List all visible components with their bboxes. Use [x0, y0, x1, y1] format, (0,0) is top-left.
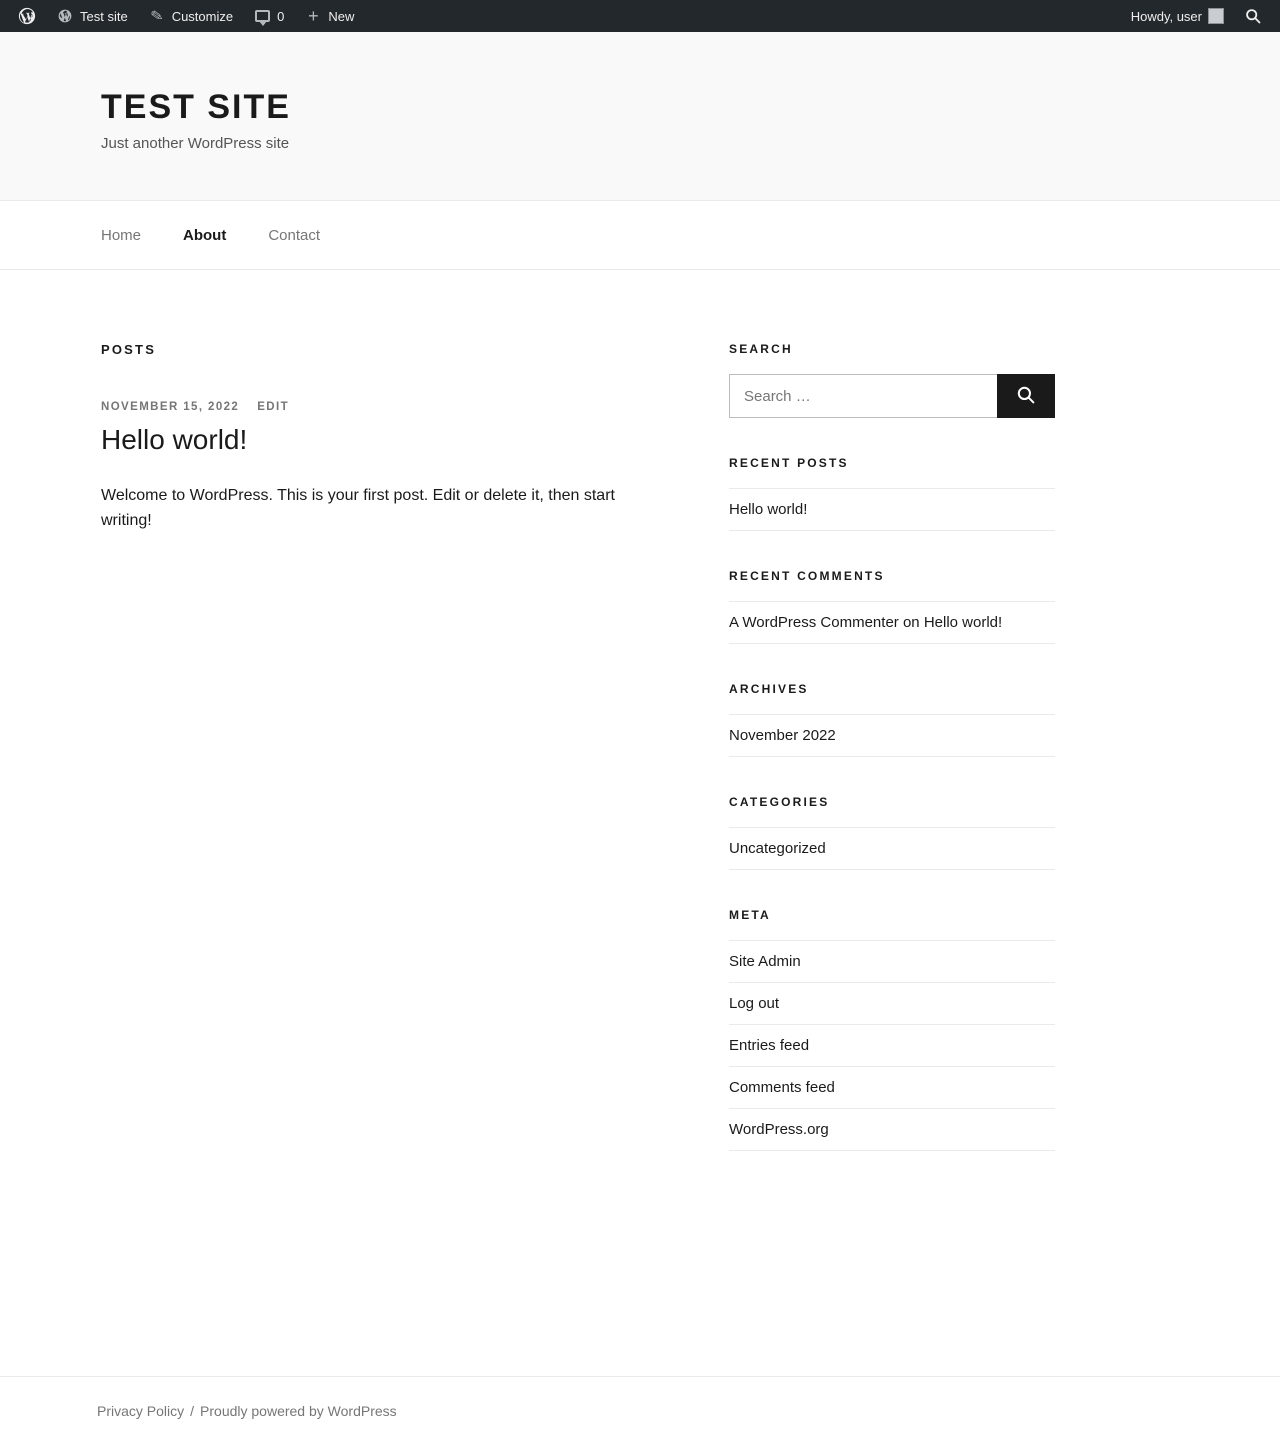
admin-bar-customize-label: Customize — [171, 8, 234, 24]
wordpress-logo-button[interactable] — [8, 0, 46, 32]
recent-post-link[interactable]: Hello world! — [729, 501, 808, 518]
admin-bar-site-name-label: Test site — [80, 8, 128, 24]
widget-categories — [729, 795, 1055, 870]
site-description: Just another WordPress site — [101, 135, 290, 152]
footer-separator: / — [190, 1403, 195, 1419]
site-title[interactable]: TEST SITE — [101, 88, 291, 126]
widget-archives-title: ARCHIVES — [729, 682, 809, 696]
search-icon — [1016, 385, 1036, 408]
footer-wordpress-credit-link[interactable]: Proudly powered by WordPress — [200, 1403, 397, 1419]
site-header — [0, 32, 1280, 201]
categories-list — [729, 827, 1055, 870]
post-title[interactable]: Hello world! — [101, 424, 248, 455]
post-article — [101, 401, 681, 534]
meta-link-site-admin[interactable]: Site Admin — [729, 953, 801, 970]
list-item — [729, 1025, 1055, 1067]
widget-meta — [729, 908, 1055, 1151]
post-meta — [101, 401, 681, 413]
meta-link-wordpress-org[interactable]: WordPress.org — [729, 1121, 829, 1138]
list-item — [729, 1067, 1055, 1109]
list-item — [729, 1109, 1055, 1151]
nav-item-about[interactable]: About — [183, 226, 227, 244]
admin-bar-new-label: New — [328, 8, 355, 24]
widget-recent-posts-title: RECENT POSTS — [729, 456, 849, 470]
footer-privacy-policy-link[interactable]: Privacy Policy — [97, 1403, 185, 1419]
widget-categories-title: CATEGORIES — [729, 795, 830, 809]
avatar — [1208, 8, 1224, 24]
posts-section-heading: POSTS — [101, 342, 157, 357]
list-item — [729, 714, 1055, 757]
recent-posts-list — [729, 488, 1055, 531]
plus-icon: + — [308, 6, 319, 26]
wordpress-logo-icon — [18, 7, 36, 25]
widget-archives — [729, 682, 1055, 757]
nav-item-home[interactable]: Home — [101, 226, 142, 244]
comment-connector: on — [898, 614, 924, 631]
search-form — [729, 374, 1055, 418]
primary-navigation — [0, 201, 1280, 270]
archives-list — [729, 714, 1055, 757]
post-body-text: Welcome to WordPress. This is your first post. Edit or delete it, then start writing! — [101, 486, 615, 530]
admin-bar-customize[interactable] — [138, 0, 243, 32]
meta-link-comments-feed[interactable]: Comments feed — [729, 1079, 835, 1096]
search-icon — [1244, 7, 1262, 25]
list-item — [729, 827, 1055, 870]
search-input[interactable] — [729, 374, 997, 418]
post-edit-link[interactable]: EDIT — [257, 401, 290, 413]
comment-icon — [253, 7, 271, 25]
admin-bar-comments-count: 0 — [277, 8, 285, 24]
admin-bar — [0, 0, 1280, 32]
post-content — [101, 483, 681, 534]
nav-item-contact[interactable]: Contact — [268, 226, 321, 244]
comment-post-link[interactable]: Hello world! — [923, 614, 1003, 631]
pencil-icon: ✎ — [149, 6, 165, 26]
widget-search-title: SEARCH — [729, 342, 793, 356]
admin-bar-comments[interactable] — [243, 0, 294, 32]
comment-author: A WordPress Commenter — [729, 614, 899, 631]
category-link[interactable]: Uncategorized — [729, 840, 826, 857]
widget-recent-comments-title: RECENT COMMENTS — [729, 569, 885, 583]
list-item — [729, 983, 1055, 1025]
admin-bar-howdy-label: Howdy, user — [1130, 8, 1202, 24]
content-area — [101, 270, 1179, 1249]
admin-bar-search-button[interactable] — [1234, 0, 1272, 32]
widget-search — [729, 342, 1055, 418]
widget-meta-title: META — [729, 908, 771, 922]
meta-list — [729, 940, 1055, 1151]
list-item — [729, 488, 1055, 531]
search-submit-button[interactable] — [997, 374, 1055, 418]
list-item — [729, 601, 1055, 644]
site-footer — [0, 1376, 1280, 1445]
list-item — [729, 940, 1055, 983]
footer-credits — [97, 1403, 1183, 1419]
post-date-link[interactable]: NOVEMBER 15, 2022 — [101, 401, 240, 413]
meta-link-log-out[interactable]: Log out — [729, 995, 780, 1012]
sidebar — [729, 342, 1055, 1189]
admin-bar-site-name[interactable] — [46, 0, 138, 32]
meta-link-entries-feed[interactable]: Entries feed — [729, 1037, 810, 1054]
main-content — [101, 342, 681, 1189]
admin-bar-new[interactable] — [294, 0, 364, 32]
site-icon — [56, 7, 74, 25]
recent-comments-list — [729, 601, 1055, 644]
admin-bar-my-account[interactable] — [1121, 0, 1234, 32]
widget-recent-comments — [729, 569, 1055, 644]
widget-recent-posts — [729, 456, 1055, 531]
archive-link[interactable]: November 2022 — [729, 727, 836, 744]
